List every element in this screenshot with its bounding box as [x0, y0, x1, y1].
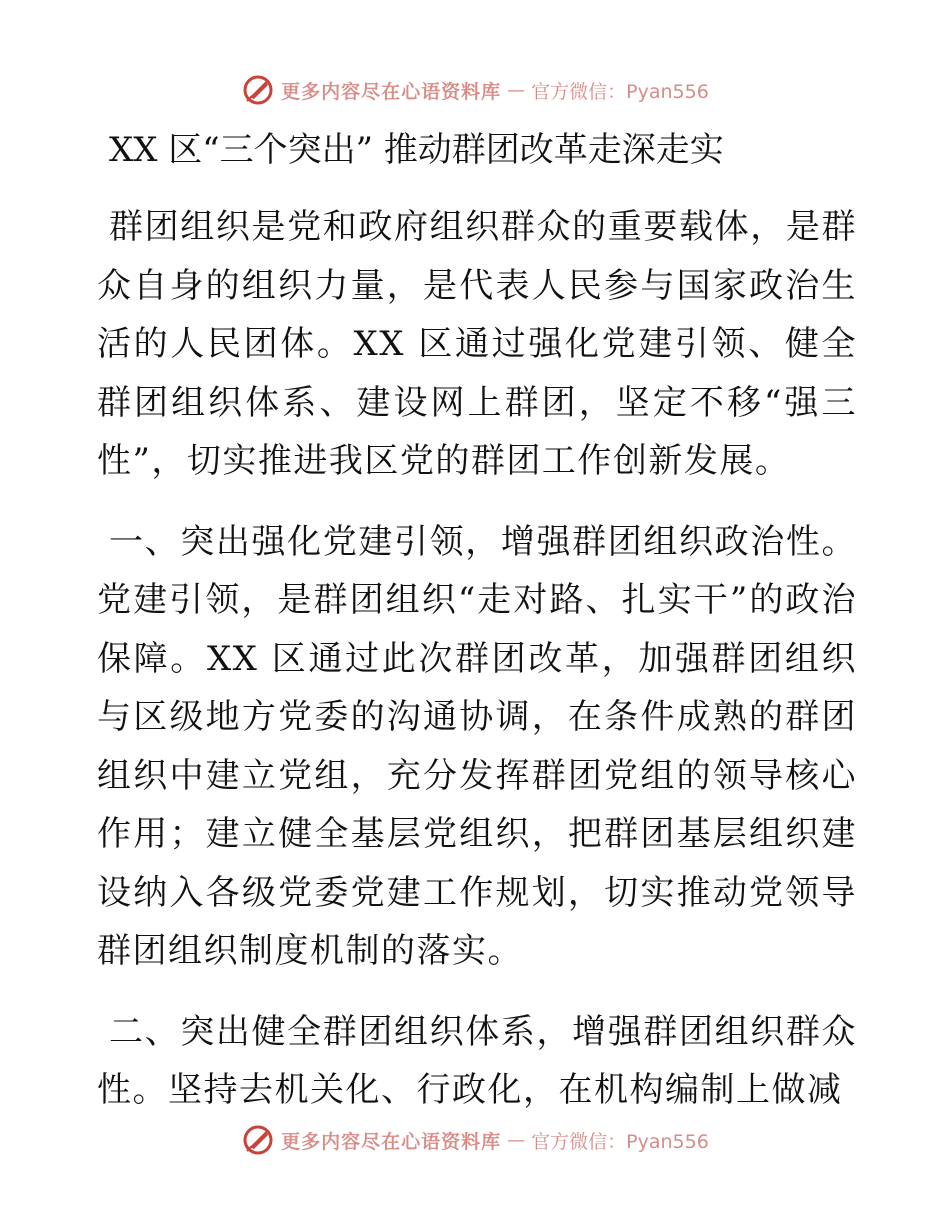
paragraph-section-2: [97, 1003, 857, 1120]
header-watermark: [0, 70, 950, 110]
footer-watermark: [0, 1120, 950, 1160]
watermark-separator: —: [507, 79, 526, 101]
document-body: [97, 122, 857, 1142]
paragraph-text: 二、突出健全群团组织体系，增强群团组织群众性。坚持去机关化、行政化，在机构编制上做减: [97, 1011, 857, 1110]
quill-circle-icon: [241, 73, 275, 107]
quill-circle-icon: [241, 1123, 275, 1157]
paragraph-text: 群团组织是党和政府组织群众的重要载体，是群众自身的组织力量，是代表人民参与国家政治生活的人民团体。XX 区通过强化党建引领、健全群团组织体系、建设网上群团，坚定不移“强三性”，切实推进我区党的群团工作创新发展。: [97, 207, 857, 481]
paragraph-text: 一、突出强化党建引领，增强群团组织政治性。党建引领，是群团组织“走对路、扎实干”的政治保障。XX 区通过此次群团改革，加强群团组织与区级地方党委的沟通协调，在条件成熟的群团组织中建立党组，充分发挥群团党组的领导核心作用；建立健全基层党组织，把群团基层组织建设纳入各级党委党建工作规划，切实推动党领导群团组织制度机制的落实。: [97, 521, 857, 971]
document-title: XX 区“三个突出” 推动群团改革走深走实: [109, 130, 724, 170]
paragraph-section-1: [97, 513, 857, 981]
paragraph-intro: [97, 198, 857, 491]
watermark-main-text: 更多内容尽在心语资料库: [281, 1130, 502, 1153]
watermark-contact: 官方微信：Pyan556: [531, 1130, 709, 1153]
watermark-contact: 官方微信：Pyan556: [531, 80, 709, 103]
watermark-separator: —: [507, 1129, 526, 1151]
watermark-main-text: 更多内容尽在心语资料库: [281, 80, 502, 103]
